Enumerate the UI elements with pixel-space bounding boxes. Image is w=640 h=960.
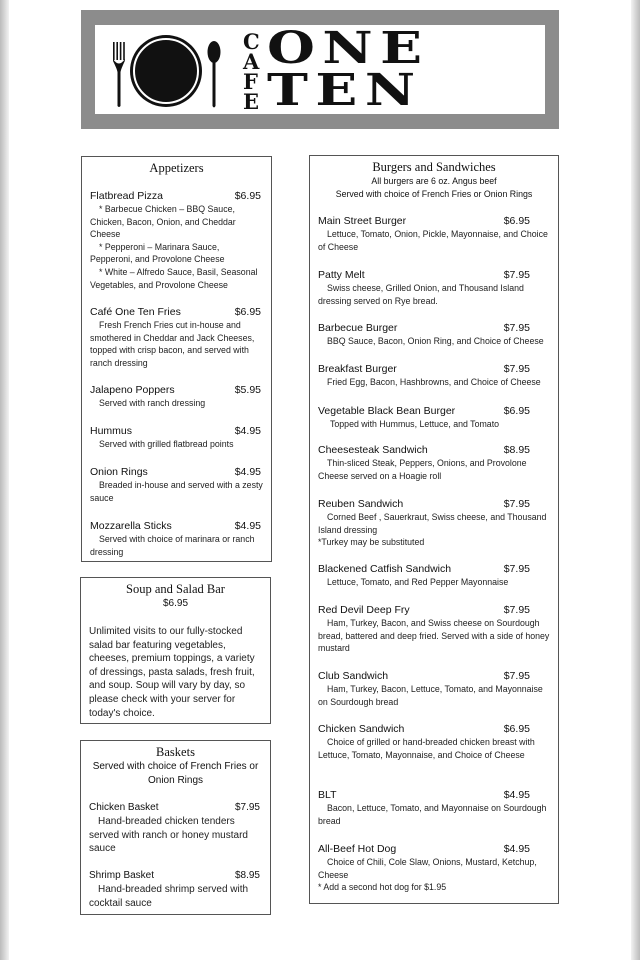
page-edge-right: [631, 0, 640, 960]
menu-item: [318, 497, 550, 549]
item-description: Lettuce, Tomato, and Red Pepper Mayonnaise: [327, 577, 509, 587]
item-option: Hand-breaded chicken tenders served with ranch or honey mustard sauce: [89, 816, 248, 855]
item-price: $6.95: [503, 723, 530, 735]
item-name: Vegetable Black Bean Burger: [318, 405, 456, 417]
item-option: Ham, Turkey, Bacon, Lettuce, Tomato, and Mayonnaise on Sourdough bread: [318, 684, 543, 707]
item-description: [318, 736, 550, 761]
menu-item: [318, 404, 550, 431]
menu-item: [89, 869, 262, 910]
item-price: $7.95: [503, 563, 530, 575]
item-price: $7.95: [503, 269, 530, 281]
item-name: Hummus: [90, 425, 133, 437]
item-price: $5.95: [234, 384, 261, 396]
item-price: $7.95: [234, 802, 260, 813]
item-name: Barbecue Burger: [318, 322, 398, 334]
section-description: Unlimited visits to our fully-stocked salad bar featuring vegetables, cheeses, premium toppings, a variety of dressings, pasta salads, fresh fruit, and soup. Soup will vary by day, so please check with your server for today's choice.: [89, 626, 255, 719]
item-option: Corned Beef , Sauerkraut, Swiss cheese, and Thousand Island dressing: [318, 512, 547, 535]
item-price: $4.95: [234, 520, 261, 532]
menu-item: [90, 305, 263, 369]
item-price: $6.95: [503, 215, 530, 227]
item-name: Mozzarella Sticks: [90, 520, 172, 532]
item-price: $4.95: [503, 789, 530, 801]
menu-item: [90, 383, 263, 410]
section-subtitle: Served with choice of French Fries or Onion Rings: [92, 761, 259, 786]
item-description: [318, 511, 550, 536]
item-description: [90, 479, 263, 504]
item-description: Served with grilled flatbread points: [99, 439, 234, 449]
item-description: [318, 617, 550, 655]
section-price: $6.95: [162, 598, 189, 609]
item-description: Topped with Hummus, Lettuce, and Tomato: [330, 419, 500, 429]
item-description: [90, 241, 263, 266]
item-name: Club Sandwich: [318, 670, 389, 682]
menu-item: [90, 519, 263, 558]
item-description: [89, 883, 262, 910]
item-price: $4.95: [234, 425, 261, 437]
item-option: Thin-sliced Steak, Peppers, Onions, and Provolone Cheese served on a Hoagie roll: [318, 458, 527, 481]
item-option: * Pepperoni – Marinara Sauce, Pepperoni, and Provolone Cheese: [90, 241, 225, 265]
menu-item: [318, 321, 550, 348]
logo-panel: [95, 25, 545, 114]
menu-item: [318, 788, 550, 827]
item-price: $6.95: [503, 405, 530, 417]
section-title: Appetizers: [149, 161, 204, 175]
item-name: Cheesesteak Sandwich: [318, 444, 428, 456]
item-description: [90, 319, 263, 369]
menu-item: [318, 268, 550, 307]
item-name: Shrimp Basket: [89, 870, 155, 881]
menu-item: [90, 424, 263, 451]
plate-icon: [129, 34, 203, 108]
logo-cafe-letter: E: [243, 89, 260, 114]
item-price: $8.95: [503, 444, 530, 456]
item-name: Flatbread Pizza: [90, 190, 163, 202]
item-description: [318, 802, 550, 827]
item-price: $7.95: [503, 604, 530, 616]
item-name: Patty Melt: [318, 269, 365, 281]
item-price: $6.95: [234, 306, 261, 318]
item-option: Breaded in-house and served with a zesty sauce: [90, 480, 263, 503]
page-edge-left: [0, 0, 9, 960]
item-option: Served with choice of marinara or ranch dressing: [90, 534, 255, 557]
item-price: $4.95: [234, 466, 261, 478]
menu-item: [318, 362, 550, 389]
item-name: Café One Ten Fries: [90, 306, 181, 318]
item-price: $4.95: [503, 843, 530, 855]
item-description: [89, 815, 262, 856]
fork-icon: [113, 42, 125, 108]
item-price: $7.95: [503, 363, 530, 375]
item-option: Hand-breaded shrimp served with cocktail sauce: [89, 884, 249, 909]
section-note: All burgers are 6 oz. Angus beef: [371, 176, 497, 186]
item-name: Onion Rings: [90, 466, 148, 478]
item-option: Swiss cheese, Grilled Onion, and Thousand Island dressing served on Rye bread.: [318, 283, 524, 306]
logo-cafe-letter: A: [243, 49, 260, 74]
item-name: Breakfast Burger: [318, 363, 397, 375]
menu-item: [318, 603, 550, 655]
menu-item: [318, 214, 550, 253]
item-description: [318, 856, 550, 881]
item-option: Lettuce, Tomato, Onion, Pickle, Mayonnaise, and Choice of Cheese: [318, 229, 548, 252]
item-price: $7.95: [503, 670, 530, 682]
menu-item: [318, 562, 550, 589]
item-option: Choice of Chili, Cole Slaw, Onions, Mustard, Ketchup, Cheese: [318, 857, 537, 880]
appetizers-section: [81, 156, 272, 562]
item-name: Jalapeno Poppers: [90, 384, 175, 396]
menu-item: [318, 842, 550, 894]
item-description: [90, 203, 263, 241]
menu-item: [90, 465, 263, 504]
logo-word-one: ONE: [267, 23, 430, 74]
item-description: [318, 228, 550, 253]
item-option: * White – Alfredo Sauce, Basil, Seasonal Vegetables, and Provolone Cheese: [90, 266, 258, 290]
item-description: [318, 457, 550, 482]
item-note: * Add a second hot dog for $1.95: [318, 882, 447, 893]
logo-banner: [81, 10, 559, 129]
item-name: Chicken Basket: [89, 802, 159, 813]
item-note: *Turkey may be substituted: [318, 537, 425, 548]
logo-cafe-letter: C: [243, 29, 260, 54]
section-title: Baskets: [156, 745, 195, 759]
menu-item: [89, 801, 262, 856]
item-name: Blackened Catfish Sandwich: [318, 563, 452, 575]
item-description: BBQ Sauce, Bacon, Onion Ring, and Choice of Cheese: [327, 336, 544, 346]
item-option: Fresh French Fries cut in-house and smothered in Cheddar and Jack Cheeses, topped with crisp bacon, and served with ranch dressing: [90, 320, 255, 368]
item-description: Served with ranch dressing: [99, 398, 206, 408]
menu-item: [318, 443, 550, 482]
item-description: [318, 683, 550, 708]
item-description: [90, 533, 263, 558]
item-name: BLT: [318, 789, 337, 801]
item-price: $7.95: [503, 498, 530, 510]
logo-word-ten: TEN: [267, 65, 423, 116]
item-price: $7.95: [503, 322, 530, 334]
item-price: $8.95: [234, 870, 260, 881]
spoon-icon: [207, 41, 221, 109]
item-price: $6.95: [234, 190, 261, 202]
logo-cafe-letter: F: [243, 69, 258, 94]
item-option: * Barbecue Chicken – BBQ Sauce, Chicken, Bacon, Onion, and Cheddar Cheese: [90, 204, 236, 240]
item-option: Bacon, Lettuce, Tomato, and Mayonnaise on Sourdough bread: [318, 803, 547, 826]
item-option: Choice of grilled or hand-breaded chicken breast with Lettuce, Tomato, Mayonnaise, and Choice of Cheese: [318, 737, 535, 760]
menu-item: [90, 189, 263, 291]
item-description: Fried Egg, Bacon, Hashbrowns, and Choice of Cheese: [327, 377, 541, 387]
section-title: Soup and Salad Bar: [126, 582, 225, 596]
item-description: [90, 266, 263, 291]
menu-item: [318, 669, 550, 708]
item-name: Red Devil Deep Fry: [318, 604, 410, 616]
soup-salad-section: [80, 577, 271, 724]
burgers-sandwiches-section: [309, 155, 559, 904]
section-title: Burgers and Sandwiches: [372, 160, 496, 174]
baskets-section: [80, 740, 271, 915]
menu-item: [318, 722, 550, 761]
item-option: Ham, Turkey, Bacon, and Swiss cheese on Sourdough bread, battered and deep fried. Served with a side of honey mustard: [318, 618, 550, 654]
item-description: [318, 282, 550, 307]
item-name: Chicken Sandwich: [318, 723, 405, 735]
section-note: Served with choice of French Fries or Onion Rings: [335, 188, 533, 199]
item-name: All-Beef Hot Dog: [318, 843, 397, 855]
item-name: Main Street Burger: [318, 215, 407, 227]
item-name: Reuben Sandwich: [318, 498, 404, 510]
